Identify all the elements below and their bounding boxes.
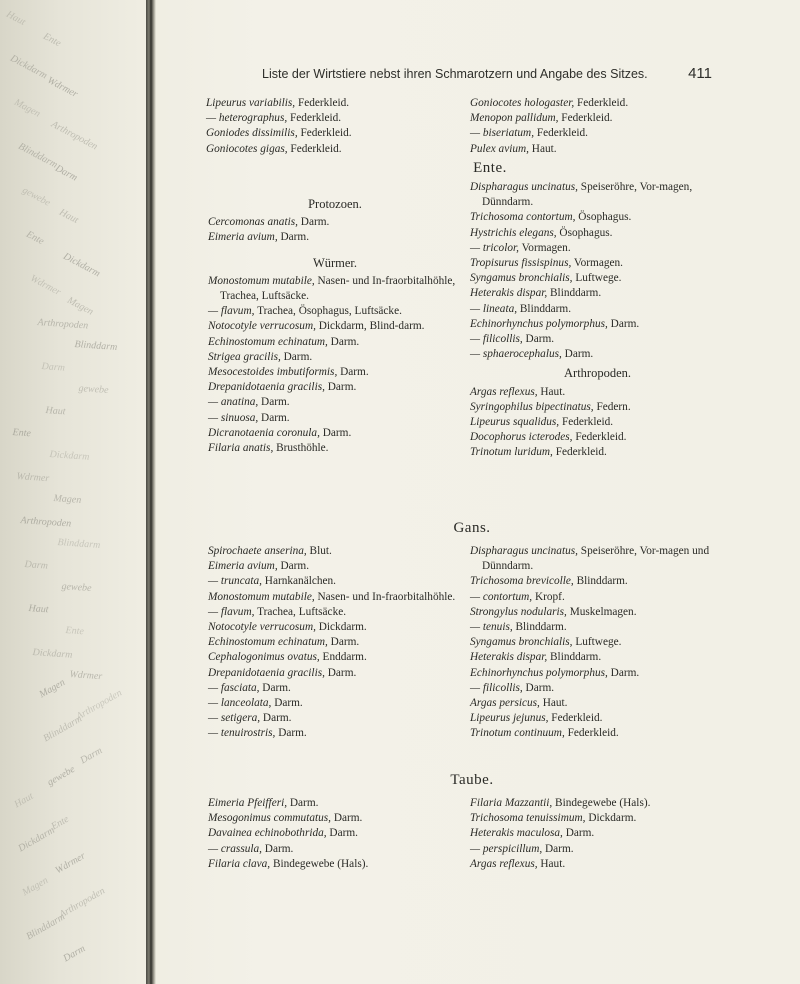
- bleed-line: gewebe: [20, 184, 53, 209]
- entry-species: Filaria anatis,: [208, 442, 274, 455]
- entry: [470, 826, 725, 841]
- entry-species: Echinorhynchus polymorphus,: [470, 317, 608, 330]
- entry-species: Hystrichis elegans,: [470, 226, 557, 239]
- bleed-line: Haut: [12, 790, 36, 811]
- entry-site: Darm.: [277, 560, 310, 573]
- bleed-line: Haut: [4, 8, 28, 28]
- bleed-line: Ente: [24, 228, 46, 248]
- entry-species: — flavum,: [208, 605, 255, 618]
- entry: [470, 696, 725, 711]
- entry: [206, 111, 456, 126]
- facing-page-bleed: [0, 0, 152, 984]
- entry: [470, 796, 725, 811]
- entry-site: Darm.: [327, 335, 360, 348]
- entry-site: Blinddarm.: [547, 287, 602, 300]
- bleed-line: Haut: [45, 404, 66, 418]
- bleed-line: Wdrmer: [28, 272, 63, 298]
- bleed-line: Blinddarm: [41, 713, 85, 745]
- bleed-line: Blinddarm: [24, 911, 68, 943]
- entry: [470, 544, 725, 574]
- entry-species: Trichosoma contortum,: [470, 211, 576, 224]
- entry-species: Eimeria avium,: [208, 231, 278, 244]
- ente-right-worms-list: [470, 180, 725, 362]
- entry: [470, 111, 720, 126]
- entry: [470, 711, 725, 726]
- entry: [470, 857, 725, 872]
- entry-species: — fasciata,: [208, 681, 260, 694]
- entry-site: Federkleid.: [297, 127, 352, 140]
- entry-site: Darm.: [287, 797, 319, 809]
- entry: [208, 559, 462, 574]
- bleed-line: Ente: [12, 426, 32, 440]
- entry-site: Federkleid.: [548, 712, 603, 725]
- entry: [208, 857, 462, 872]
- gans-right-column: [470, 544, 725, 742]
- entry: [470, 347, 725, 362]
- entry: [470, 241, 725, 256]
- entry-species: Filaria Mazzantii,: [470, 797, 553, 809]
- entry-species: Lipeurus jejunus,: [470, 712, 549, 725]
- entry: [470, 256, 725, 271]
- entry-site: Darm.: [275, 727, 307, 740]
- entry-species: — perspicillum,: [470, 842, 543, 855]
- entry: [208, 441, 462, 456]
- entry: [208, 590, 462, 605]
- entry-species: Davainea echinobothrida,: [208, 827, 327, 840]
- entry-site: Haut.: [539, 697, 568, 710]
- running-head-title: Liste der Wirtstiere nebst ihren Schmarotzern und Angabe des Sitzes.: [262, 67, 648, 81]
- entry: [470, 430, 725, 445]
- entry-species: Monostomum mutabile,: [208, 274, 315, 287]
- entry: [208, 696, 462, 711]
- entry-species: Lipeurus variabilis,: [206, 97, 296, 109]
- entry-site: Darm.: [277, 231, 310, 244]
- entry-species: — filicollis,: [470, 333, 523, 346]
- entry: [208, 574, 462, 589]
- entry-site: Darm.: [259, 681, 291, 694]
- entry-species: Drepanidotaenia gracilis,: [208, 381, 325, 394]
- entry: [208, 666, 462, 681]
- entry: [208, 335, 462, 350]
- section-heading-gans: Gans.: [453, 520, 491, 536]
- entry-site: Federkleid.: [559, 416, 614, 429]
- entry-site: Federkleid.: [552, 446, 607, 459]
- entry-species: — lineata,: [470, 302, 518, 315]
- entry-site: Federkleid.: [287, 142, 342, 155]
- entry: [208, 411, 462, 426]
- entry-species: Docophorus icterodes,: [470, 431, 573, 444]
- top-right-column: [470, 96, 720, 157]
- entry-species: Cercomonas anatis,: [208, 216, 298, 229]
- entry: [208, 842, 462, 857]
- entry-site: Blinddarm.: [573, 575, 628, 588]
- entry-site: Trachea, Ösophagus, Luftsäcke.: [254, 305, 402, 318]
- entry-site: Darm.: [607, 317, 640, 330]
- taube-left-column: [208, 796, 462, 872]
- ente-right-column: [470, 180, 725, 461]
- entry-species: Monostomum mutabile,: [208, 590, 315, 603]
- bleed-line: Dickdarm: [16, 824, 57, 855]
- ente-protozoa-list: [208, 215, 462, 245]
- page-number: 411: [688, 65, 712, 82]
- entry-species: Trichosoma brevicolle,: [470, 575, 574, 588]
- bleed-line: Haut: [28, 602, 49, 616]
- entry-species: Cephalogonimus ovatus,: [208, 651, 320, 664]
- entry-species: Strongylus nodularis,: [470, 605, 567, 618]
- entry-site: Federkleid.: [558, 112, 613, 125]
- entry: [470, 650, 725, 665]
- book-spine: [146, 0, 156, 984]
- entry: [208, 274, 462, 304]
- entry-site: Federn.: [593, 400, 631, 413]
- entry-species: Eimeria Pfeifferi,: [208, 797, 288, 809]
- bleed-line: Dickdarm: [32, 646, 73, 661]
- section-heading-taube: Taube.: [450, 772, 494, 788]
- entry-species: — tricolor,: [470, 241, 519, 254]
- entry-site: Darm.: [561, 348, 594, 361]
- bleed-line: gewebe: [61, 580, 92, 595]
- entry: [470, 635, 725, 650]
- entry-species: Eimeria avium,: [208, 560, 278, 573]
- bleed-line: Magen: [65, 294, 96, 318]
- entry-site: Blinddarm.: [517, 302, 572, 315]
- entry: [470, 96, 720, 111]
- entry-species: — flavum,: [208, 305, 255, 318]
- entry-species: Echinostomum echinatum,: [208, 335, 328, 348]
- entry-site: Darm.: [324, 381, 357, 394]
- entry-species: Argas persicus,: [470, 697, 540, 710]
- entry-species: — truncata,: [208, 575, 262, 588]
- protozoa-heading: Protozoen.: [308, 197, 362, 211]
- entry: [470, 842, 725, 857]
- entry: [208, 620, 462, 635]
- entry-site: Blinddarm.: [547, 651, 602, 664]
- entry-site: Darm.: [607, 666, 640, 679]
- entry-site: Luftwege.: [572, 272, 622, 285]
- entry: [208, 215, 462, 230]
- entry-site: Luftwege.: [572, 636, 622, 649]
- entry: [470, 605, 725, 620]
- entry-species: Trinotum continuum,: [470, 727, 565, 740]
- bleed-line: Magen: [53, 492, 82, 506]
- entry-site: Speiseröhre, Vor-magen, Dünndarm.: [482, 181, 693, 209]
- entry-site: Muskelmagen.: [566, 605, 637, 618]
- entry: [206, 126, 456, 141]
- entry-species: — sinuosa,: [208, 411, 259, 424]
- entry-species: Argas reflexus,: [470, 385, 538, 398]
- entry-site: Ösophagus.: [575, 211, 632, 224]
- entry-species: Filaria clava,: [208, 857, 271, 870]
- entry-species: — filicollis,: [470, 681, 523, 694]
- gans-left-column: [208, 544, 462, 742]
- entry: [208, 635, 462, 650]
- bleed-line: Magen: [37, 676, 68, 701]
- ente-arthropoda-list: [470, 385, 725, 461]
- entry: [206, 96, 456, 111]
- entry-site: Dickdarm, Blind-darm.: [315, 320, 425, 333]
- entry: [208, 426, 462, 441]
- entry-site: Darm.: [522, 681, 555, 694]
- entry-site: Darm.: [260, 712, 292, 725]
- entry-site: Haut.: [537, 385, 566, 398]
- bleed-line: Magen: [20, 874, 51, 899]
- bleed-line: Ente: [41, 30, 63, 50]
- entry: [470, 180, 725, 210]
- entry-species: Mesogonimus commutatus,: [208, 812, 332, 825]
- entry-species: Heterakis dispar,: [470, 287, 548, 300]
- entry: [208, 230, 462, 245]
- entry: [208, 826, 462, 841]
- entry-site: Dickdarm.: [585, 812, 637, 825]
- entry-site: Darm.: [258, 396, 290, 409]
- entry-site: Darm.: [258, 411, 290, 424]
- entry-site: Vormagen.: [571, 257, 623, 270]
- entry-species: — setigera,: [208, 712, 261, 725]
- entry: [470, 574, 725, 589]
- entry: [470, 445, 725, 460]
- entry: [208, 365, 462, 380]
- entry: [470, 286, 725, 301]
- entry: [208, 811, 462, 826]
- bleed-line: Ente: [49, 813, 71, 833]
- entry: [470, 681, 725, 696]
- entry: [470, 726, 725, 741]
- entry: [208, 650, 462, 665]
- entry-species: Heterakis dispar,: [470, 651, 548, 664]
- entry-site: Darm.: [297, 216, 330, 229]
- bleed-line: Darm: [41, 360, 66, 374]
- bleed-line: Dickdarm: [8, 52, 49, 82]
- entry: [470, 811, 725, 826]
- bleed-line: Magen: [12, 96, 43, 120]
- entry: [206, 142, 456, 157]
- entry-species: Mesocestoides imbutiformis,: [208, 366, 338, 379]
- entry-species: Heterakis maculosa,: [470, 827, 563, 840]
- bleed-line: Wdrmer: [53, 850, 88, 877]
- entry-species: Echinostomum echinatum,: [208, 636, 328, 649]
- bleed-line: Dickdarm: [49, 448, 90, 463]
- bleed-line: Wdrmer: [16, 470, 50, 485]
- entry-site: Trachea, Luftsäcke.: [254, 605, 347, 618]
- entry: [470, 142, 720, 157]
- entry-site: Dickdarm.: [315, 621, 367, 634]
- entry-species: — contortum,: [470, 590, 533, 603]
- entry-species: — lanceolata,: [208, 697, 272, 710]
- bleed-line: Darm: [53, 162, 80, 184]
- entry-site: Federkleid.: [534, 127, 588, 140]
- entry-species: Trichosoma tenuissimum,: [470, 812, 586, 825]
- entry-species: Syngamus bronchialis,: [470, 272, 573, 285]
- bleed-line: Blinddarm: [16, 140, 60, 171]
- bleed-through-text: [0, 0, 152, 984]
- entry-species: Argas reflexus,: [470, 857, 538, 870]
- entry-species: — tenuirostris,: [208, 727, 276, 740]
- entry-site: Darm.: [327, 636, 360, 649]
- entry-species: Goniocotes hologaster,: [470, 97, 575, 109]
- entry-site: Darm.: [324, 666, 357, 679]
- entry-species: — anatina,: [208, 396, 259, 409]
- bleed-line: Dickdarm: [61, 250, 102, 280]
- bleed-line: Wdrmer: [69, 668, 103, 683]
- entry: [208, 304, 462, 319]
- entry-site: Darm.: [280, 350, 313, 363]
- entry-site: Harnkanälchen.: [261, 575, 337, 588]
- entry-site: Federkleid.: [287, 112, 342, 125]
- entry: [470, 620, 725, 635]
- entry-species: Drepanidotaenia gracilis,: [208, 666, 325, 679]
- entry-species: — biseriatum,: [470, 127, 535, 140]
- bleed-line: Blinddarm: [57, 536, 101, 551]
- bleed-line: Arthropoden: [74, 687, 124, 723]
- entry-species: Syngamus bronchialis,: [470, 636, 573, 649]
- entry: [208, 544, 462, 559]
- entry-site: Vormagen.: [518, 241, 571, 254]
- entry-species: — tenuis,: [470, 621, 513, 634]
- section-heading-ente: Ente.: [473, 160, 507, 176]
- entry-site: Ösophagus.: [556, 226, 613, 239]
- entry: [470, 415, 725, 430]
- entry-site: Blut.: [306, 545, 332, 557]
- entry-species: — sphaerocephalus,: [470, 348, 562, 361]
- entry: [470, 590, 725, 605]
- bleed-line: Haut: [57, 206, 81, 226]
- entry: [470, 317, 725, 332]
- entry-site: Darm.: [319, 426, 352, 439]
- entry-site: Haut.: [537, 857, 566, 870]
- entry-species: — crassula,: [208, 842, 262, 855]
- bleed-line: Wdrmer: [45, 74, 80, 100]
- entry: [208, 319, 462, 334]
- entry-site: Darm.: [261, 842, 294, 855]
- entry-site: Blinddarm.: [512, 621, 567, 634]
- bleed-line: Darm: [61, 943, 88, 965]
- entry-species: Echinorhynchus polymorphus,: [470, 666, 608, 679]
- entry-species: Dispharagus uncinatus,: [470, 545, 578, 557]
- entry-species: Goniocotes gigas,: [206, 142, 288, 155]
- entry-species: Spirochaete anserina,: [208, 545, 307, 557]
- bleed-line: Ente: [65, 624, 85, 638]
- worms-heading: Würmer.: [312, 255, 358, 270]
- entry-site: Federkleid.: [564, 727, 619, 740]
- entry: [470, 332, 725, 347]
- entry-species: Tropisurus fissispinus,: [470, 257, 572, 270]
- running-head: [262, 67, 712, 81]
- entry-site: Bindegewebe (Hals).: [552, 797, 651, 809]
- entry: [208, 796, 462, 811]
- entry-site: Kropf.: [532, 590, 565, 603]
- entry-species: Notocotyle verrucosum,: [208, 320, 316, 333]
- bleed-line: gewebe: [45, 763, 77, 789]
- entry-site: Haut.: [528, 142, 557, 155]
- entry-species: Dicranotaenia coronula,: [208, 426, 320, 439]
- entry-species: Lipeurus squalidus,: [470, 416, 560, 429]
- arthropoda-heading: Arthropoden.: [564, 366, 631, 381]
- entry-site: Speiseröhre, Vor-magen und Dünndarm.: [482, 545, 710, 573]
- entry-site: Federkleid.: [572, 431, 627, 444]
- entry-species: Pulex avium,: [470, 142, 529, 155]
- entry: [208, 380, 462, 395]
- entry: [470, 226, 725, 241]
- entry-site: Darm.: [271, 697, 303, 710]
- ente-left-column: [208, 179, 462, 456]
- entry: [470, 210, 725, 225]
- entry-site: Bindegewebe (Hals).: [270, 857, 369, 870]
- ente-worms-list: [208, 274, 462, 456]
- entry: [208, 726, 462, 741]
- entry-species: Notocotyle verrucosum,: [208, 621, 316, 634]
- taube-right-column: [470, 796, 725, 872]
- bleed-line: Darm: [78, 745, 105, 767]
- bleed-line: gewebe: [78, 382, 109, 397]
- entry-site: Nasen- und In-fraorbitalhöhle, Trachea, Luftsäcke.: [220, 274, 456, 303]
- entry-site: Darm.: [331, 812, 363, 825]
- entry: [470, 271, 725, 286]
- entry: [470, 385, 725, 400]
- entry-species: Syringophilus bipectinatus,: [470, 400, 594, 413]
- entry-species: Menopon pallidum,: [470, 112, 559, 125]
- entry: [208, 350, 462, 365]
- top-left-column: [206, 96, 456, 157]
- entry-species: Goniodes dissimilis,: [206, 127, 298, 140]
- entry-species: — heterographus,: [206, 112, 288, 125]
- entry-site: Darm.: [562, 827, 595, 840]
- entry-species: Dispharagus uncinatus,: [470, 181, 578, 193]
- bleed-line: Arthropoden: [49, 118, 100, 153]
- entry: [208, 711, 462, 726]
- entry-site: Brusthöhle.: [273, 442, 329, 455]
- entry-site: Darm.: [337, 366, 369, 379]
- entry-site: Enddarm.: [319, 651, 367, 664]
- entry: [208, 395, 462, 410]
- bleed-line: Arthropoden: [37, 316, 89, 332]
- bleed-line: Arthropoden: [57, 885, 107, 921]
- entry: [470, 400, 725, 415]
- entry-site: Darm.: [326, 827, 358, 840]
- entry-site: Darm.: [522, 333, 555, 346]
- entry-species: Strigea gracilis,: [208, 350, 281, 363]
- entry-site: Darm.: [542, 842, 574, 855]
- entry-species: Trinotum luridum,: [470, 446, 553, 459]
- entry-site: Federkleid.: [295, 97, 350, 109]
- entry: [208, 605, 462, 620]
- entry: [470, 302, 725, 317]
- entry: [470, 666, 725, 681]
- bleed-line: Blinddarm: [74, 338, 118, 353]
- entry-site: Federkleid.: [574, 97, 629, 109]
- entry: [208, 681, 462, 696]
- entry: [470, 126, 720, 141]
- bleed-line: Darm: [24, 558, 49, 572]
- bleed-line: Arthropoden: [20, 514, 72, 530]
- entry-site: Nasen- und In-fraorbitalhöhle.: [314, 590, 456, 603]
